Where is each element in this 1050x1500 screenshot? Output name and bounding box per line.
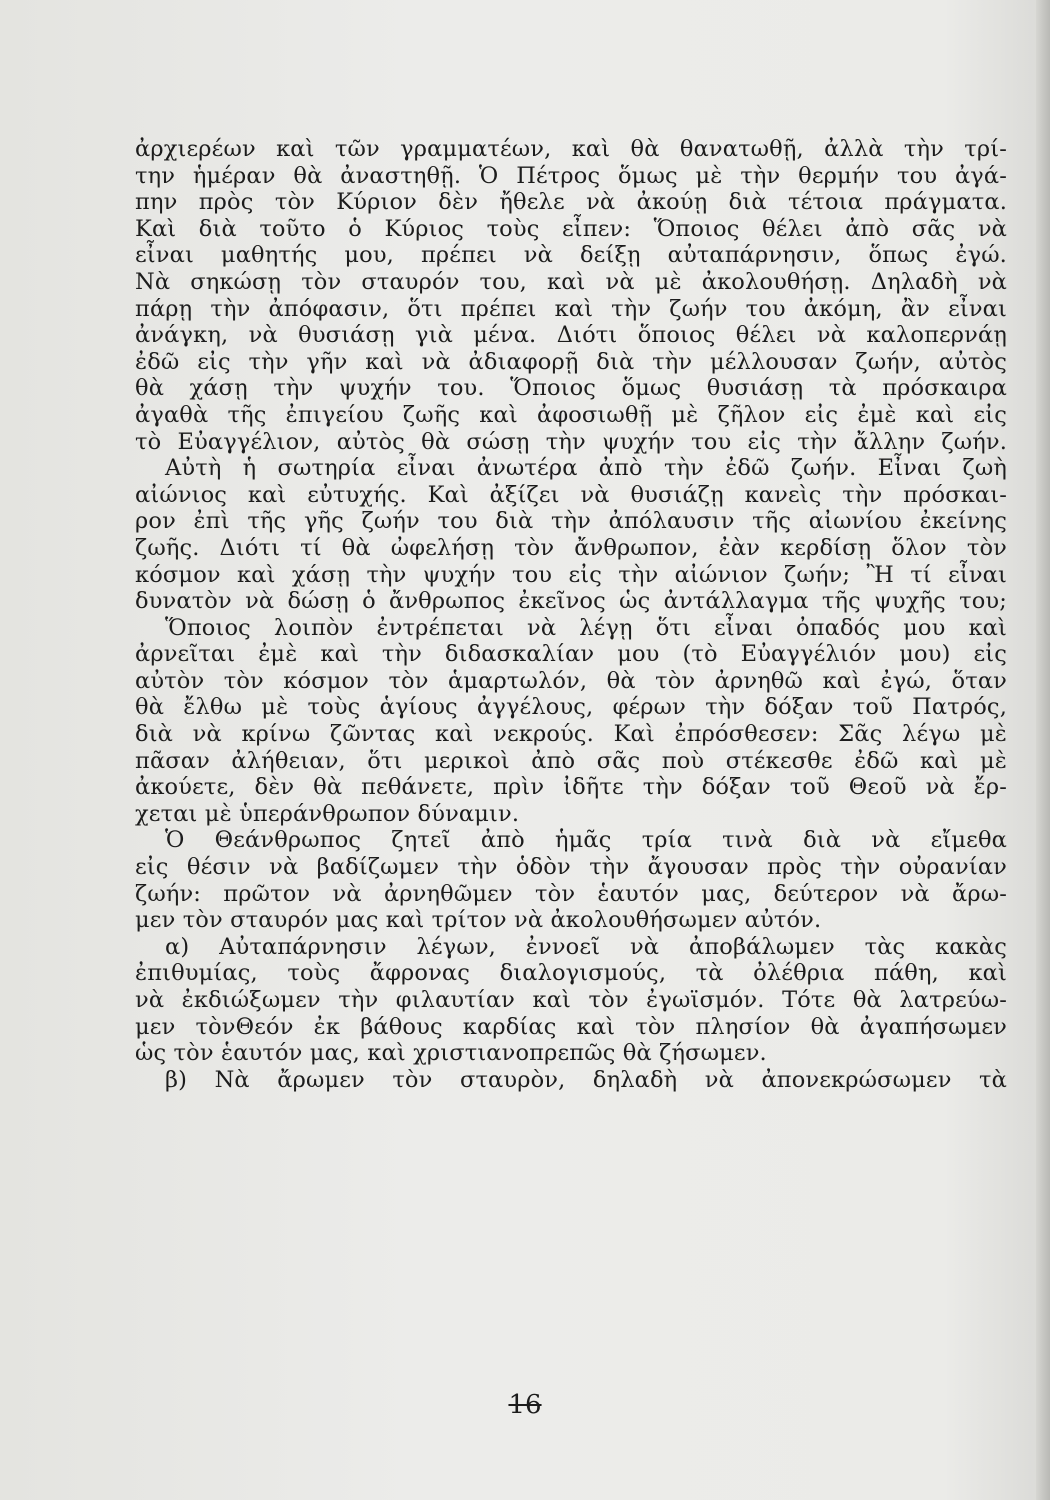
text-line: ἀγαθὰ τῆς ἐπιγείου ζωῆς καὶ ἀφοσιωθῇ μὲ ζῆλον εἰς ἐμὲ καὶ εἰς: [135, 401, 1007, 428]
text-line: ζωῆς. Διότι τί θὰ ὠφελήσῃ τὸν ἄνθρωπον, ἐὰν κερδίσῃ ὅλον τὸν: [135, 534, 1007, 561]
text-line: την ἡμέραν θὰ ἀναστηθῇ. Ὁ Πέτρος ὅμως μὲ τὴν θερμήν του ἀγά-: [135, 162, 1007, 189]
text-line: δυνατὸν νὰ δώσῃ ὁ ἄνθρωπος ἐκεῖνος ὡς ἀντάλλαγμα τῆς ψυχῆς του;: [135, 588, 1007, 615]
text-line: εἰς θέσιν νὰ βαδίζωμεν τὴν ὁδὸν τὴν ἄγουσαν πρὸς τὴν οὐρανίαν: [135, 854, 1007, 881]
text-line: διὰ νὰ κρίνω ζῶντας καὶ νεκρούς. Καὶ ἐπρόσθεσεν: Σᾶς λέγω μὲ: [135, 721, 1007, 748]
text-line: εἶναι μαθητής μου, πρέπει νὰ δείξῃ αὐταπάρνησιν, ὅπως ἐγώ.: [135, 242, 1007, 269]
text-line: μεν τὸνΘεόν ἐκ βάθους καρδίας καὶ τὸν πλησίον θὰ ἀγαπήσωμεν: [135, 1013, 1007, 1040]
text-line: πάρῃ τὴν ἀπόφασιν, ὅτι πρέπει καὶ τὴν ζωήν του ἀκόμη, ἂν εἶναι: [135, 295, 1007, 322]
text-line: πᾶσαν ἀλήθειαν, ὅτι μερικοὶ ἀπὸ σᾶς ποὺ στέκεσθε ἐδῶ καὶ μὲ: [135, 747, 1007, 774]
text-line: ἀνάγκη, νὰ θυσιάσῃ γιὰ μένα. Διότι ὅποιος θέλει νὰ καλοπερνάῃ: [135, 322, 1007, 349]
text-line: β) Νὰ ἄρωμεν τὸν σταυρὸν, δηλαδὴ νὰ ἀπονεκρώσωμεν τὰ: [165, 1066, 1007, 1093]
text-line: Ὁ Θεάνθρωπος ζητεῖ ἀπὸ ἡμᾶς τρία τινὰ διὰ νὰ εἴμεθα: [165, 827, 1007, 854]
body-text: [135, 136, 1007, 1093]
text-line: μεν τὸν σταυρόν μας καὶ τρίτον νὰ ἀκολουθήσωμεν αὐτόν.: [135, 907, 822, 934]
text-line: πην πρὸς τὸν Κύριον δὲν ἤθελε νὰ ἀκούῃ διὰ τέτοια πράγματα.: [135, 189, 1007, 216]
text-line: Ὅποιος λοιπὸν ἐντρέπεται νὰ λέγῃ ὅτι εἶναι ὀπαδός μου καὶ: [165, 614, 1007, 641]
text-line: Αὐτὴ ἡ σωτηρία εἶναι ἀνωτέρα ἀπὸ τὴν ἐδῶ ζωήν. Εἶναι ζωὴ: [165, 455, 1007, 482]
text-line: Καὶ διὰ τοῦτο ὁ Κύριος τοὺς εἶπεν: Ὅποιος θέλει ἀπὸ σᾶς νὰ: [135, 215, 1007, 242]
page-number: 16: [508, 1390, 542, 1420]
text-line: χεται μὲ ὑπεράνθρωπον δύναμιν.: [135, 800, 520, 827]
text-line: ρον ἐπὶ τῆς γῆς ζωήν του διὰ τὴν ἀπόλαυσιν τῆς αἰωνίου ἐκείνης: [135, 508, 1007, 535]
text-line: τὸ Εὐαγγέλιον, αὐτὸς θὰ σώσῃ τὴν ψυχήν του εἰς τὴν ἄλλην ζωήν.: [135, 428, 1007, 455]
text-line: Νὰ σηκώσῃ τὸν σταυρόν του, καὶ νὰ μὲ ἀκολουθήσῃ. Δηλαδὴ νὰ: [135, 268, 1007, 295]
text-line: ἀκούετε, δὲν θὰ πεθάνετε, πρὶν ἰδῆτε τὴν δόξαν τοῦ Θεοῦ νὰ ἔρ-: [135, 774, 1007, 801]
text-line: θὰ χάσῃ τὴν ψυχήν του. Ὅποιος ὅμως θυσιάσῃ τὰ πρόσκαιρα: [135, 375, 1007, 402]
text-line: ὡς τὸν ἑαυτόν μας, καὶ χριστιανοπρεπῶς θὰ ζήσωμεν.: [135, 1040, 767, 1067]
text-line: κόσμον καὶ χάσῃ τὴν ψυχήν του εἰς τὴν αἰώνιον ζωήν; Ἢ τί εἶναι: [135, 561, 1007, 588]
page-edge-shadow: [1036, 0, 1050, 1500]
text-line: ἐδῶ εἰς τὴν γῆν καὶ νὰ ἀδιαφορῇ διὰ τὴν μέλλουσαν ζωήν, αὐτὸς: [135, 348, 1007, 375]
text-line: νὰ ἐκδιώξωμεν τὴν φιλαυτίαν καὶ τὸν ἐγωϊσμόν. Τότε θὰ λατρεύω-: [135, 987, 1007, 1013]
text-line: α) Αὐταπάρνησιν λέγων, ἐννοεῖ νὰ ἀποβάλωμεν τὰς κακὰς: [165, 933, 1007, 960]
text-line: ζωήν: πρῶτον νὰ ἀρνηθῶμεν τὸν ἑαυτόν μας, δεύτερον νὰ ἄρω-: [135, 880, 1007, 907]
text-line: ἀρνεῖται ἐμὲ καὶ τὴν διδασκαλίαν μου (τὸ Εὐαγγέλιόν μου) εἰς: [135, 641, 1007, 668]
text-line: ἀρχιερέων καὶ τῶν γραμματέων, καὶ θὰ θανατωθῇ, ἀλλὰ τὴν τρί-: [135, 136, 1007, 162]
text-line: αἰώνιος καὶ εὐτυχής. Καὶ ἀξίζει νὰ θυσιάζῃ κανεὶς τὴν πρόσκαι-: [135, 481, 1007, 508]
text-line: ἐπιθυμίας, τοὺς ἄφρονας διαλογισμούς, τὰ ὀλέθρια πάθη, καὶ: [135, 960, 1007, 987]
text-line: αὐτὸν τὸν κόσμον τὸν ἁμαρτωλόν, θὰ τὸν ἀρνηθῶ καὶ ἐγώ, ὅταν: [135, 667, 1007, 694]
text-line: θὰ ἔλθω μὲ τοὺς ἁγίους ἀγγέλους, φέρων τὴν δόξαν τοῦ Πατρός,: [135, 694, 1007, 721]
